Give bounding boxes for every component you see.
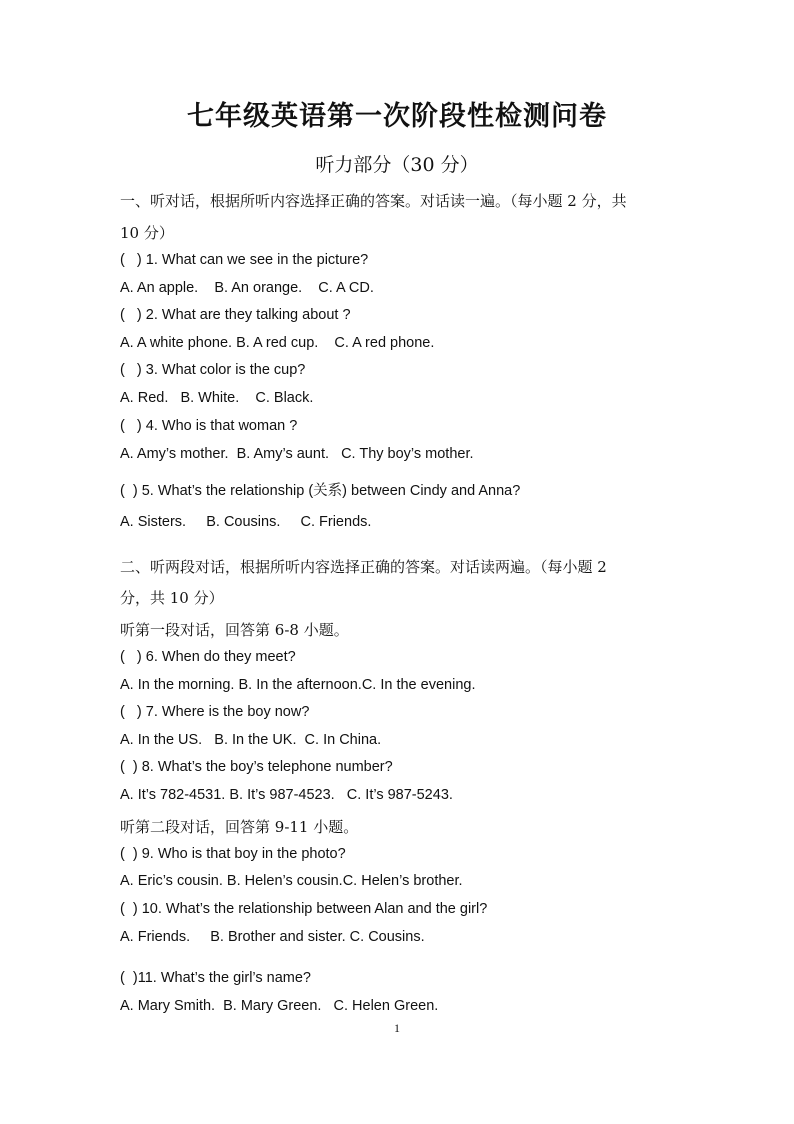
question-4: ( ) 4. Who is that woman ?	[120, 418, 298, 434]
question-6: ( ) 6. When do they meet?	[120, 649, 296, 665]
options-7: A. In the US. B. In the UK. C. In China.	[120, 732, 382, 748]
page-title: 七年级英语第一次阶段性检测问卷	[187, 101, 607, 132]
section1-heading: 一、听对话，根据所听内容选择正确的答案。对话读一遍。（每小题 2 分，共	[120, 192, 627, 210]
question-5: ( ) 5. What’s the relationship (关系) between Cindy and Anna?	[120, 483, 521, 499]
options-2: A. A white phone. B. A red cup. C. A red phone.	[120, 335, 435, 351]
question-7: ( ) 7. Where is the boy now?	[120, 704, 310, 720]
question-11: ( )11. What’s the girl’s name?	[120, 970, 311, 986]
question-9: ( ) 9. Who is that boy in the photo?	[120, 846, 346, 862]
options-6: A. In the morning. B. In the afternoon.C. In the evening.	[120, 677, 476, 693]
dialog-1-instruction: 听第一段对话，回答第 6-8 小题。	[120, 621, 349, 639]
section2-heading: 二、听两段对话，根据所听内容选择正确的答案。对话读两遍。（每小题 2	[120, 558, 607, 576]
options-3: A. Red. B. White. C. Black.	[120, 390, 314, 406]
options-11: A. Mary Smith. B. Mary Green. C. Helen Green.	[120, 998, 439, 1014]
options-10: A. Friends. B. Brother and sister. C. Cousins.	[120, 929, 425, 945]
options-8: A. It’s 782-4531. B. It’s 987-4523. C. It’s 987-5243.	[120, 787, 453, 803]
question-2: ( ) 2. What are they talking about ?	[120, 307, 351, 323]
section1-heading-cont: 10 分）	[120, 224, 174, 242]
options-4: A. Amy’s mother. B. Amy’s aunt. C. Thy boy’s mother.	[120, 446, 474, 462]
question-1: ( ) 1. What can we see in the picture?	[120, 252, 369, 268]
listening-section-title: 听力部分（30 分）	[315, 154, 479, 176]
question-8: ( ) 8. What’s the boy’s telephone number?	[120, 759, 393, 775]
options-5: A. Sisters. B. Cousins. C. Friends.	[120, 514, 372, 530]
page-number: 1	[394, 1021, 400, 1035]
options-1: A. An apple. B. An orange. C. A CD.	[120, 280, 374, 296]
question-10: ( ) 10. What’s the relationship between Alan and the girl?	[120, 901, 488, 917]
section2-heading-cont: 分，共 10 分）	[120, 589, 224, 607]
options-9: A. Eric’s cousin. B. Helen’s cousin.C. Helen’s brother.	[120, 873, 463, 889]
dialog-2-instruction: 听第二段对话，回答第 9-11 小题。	[120, 818, 359, 836]
question-3: ( ) 3. What color is the cup?	[120, 362, 306, 378]
